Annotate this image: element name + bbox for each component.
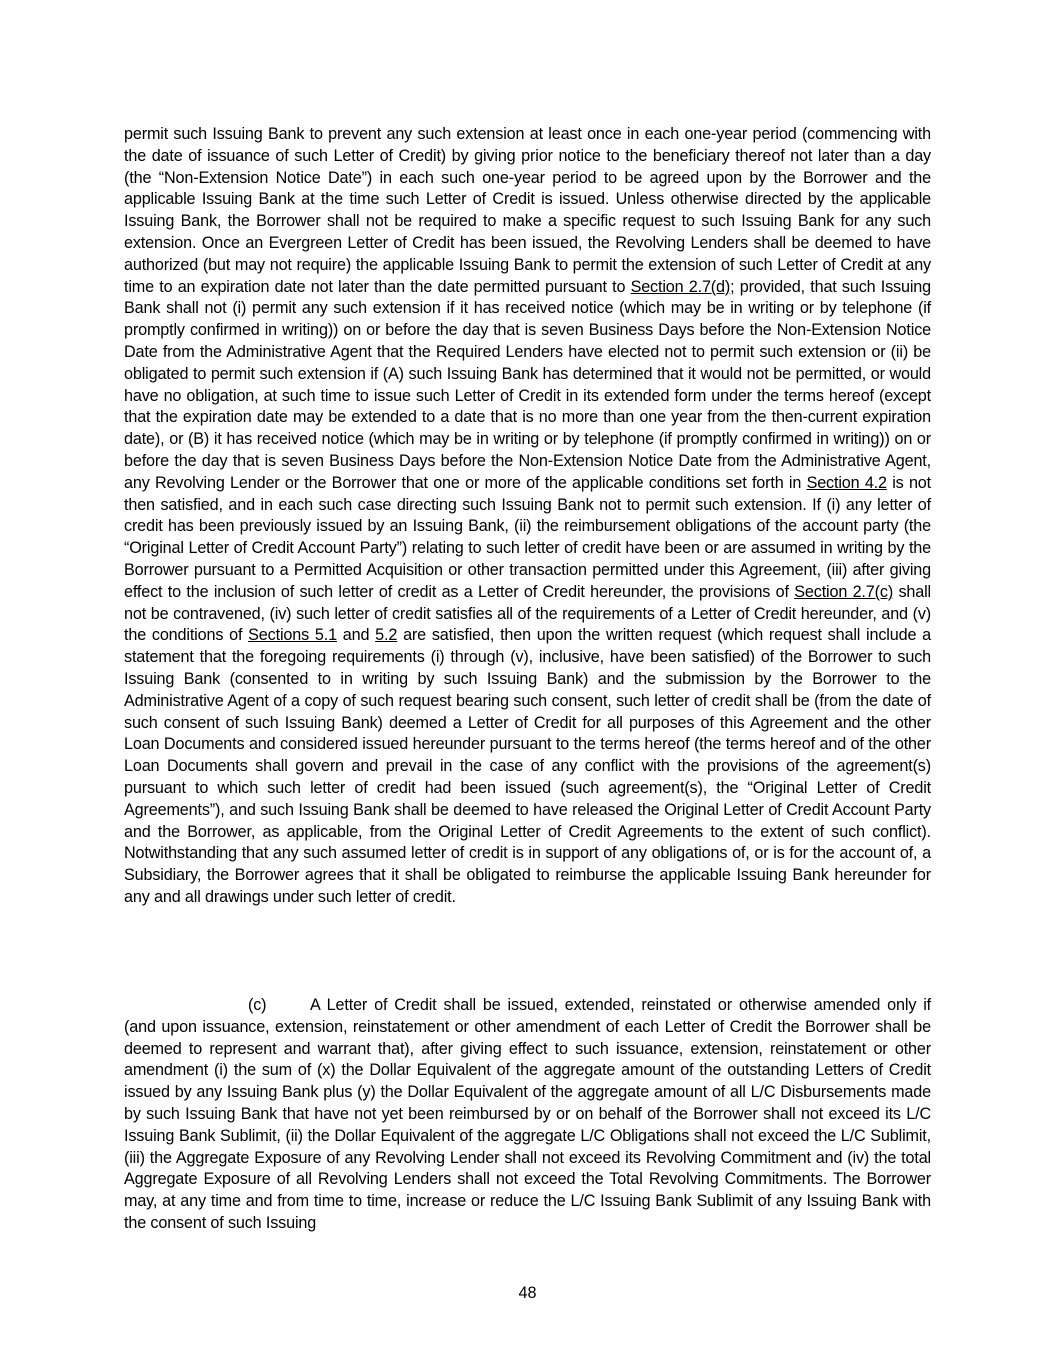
section-reference-4-2: Section 4.2 — [806, 473, 887, 492]
section-reference-5-2: 5.2 — [375, 626, 398, 645]
text-segment: is not then satisfied, and in each such case directing such Issuing Bank not to permit such extension. If (i) any letter of credit has been previously issued by an Issuing Bank, (ii) the reimbursement obligations of the account party (the “Original Letter of Credit Account Party”) relating to such letter of credit have been or are assumed in writing by the Borrower pursuant to a Permitted Acquisition or other transaction permitted under this Agreement, (iii) after giving effect to the inclusion of such letter of credit as a Letter of Credit hereunder, the provisions of — [124, 473, 931, 601]
clause-label: (c) — [248, 996, 267, 1014]
section-reference-2-7-d: Section 2.7(d) — [630, 277, 731, 296]
page-number: 48 — [518, 1284, 537, 1302]
text-segment: shall not be contravened, (iv) such letter of credit satisfies all of the requirements of a Letter of Credit hereunder, and (v) the conditions of — [124, 582, 931, 645]
text-segment: ; provided, that such Issuing Bank shall not (i) permit any such extension if it has received notice (which may be in writing or by telephone (if promptly confirmed in writing)) on or before the day that is seven Business Days before the Non-Extension Notice Date from the Administrative Agent that the Required Lenders have elected not to permit such extension or (ii) be obligated to permit such extension if (A) such Issuing Bank has determined that it would not be permitted, or would have no obligation, at such time to issue such Letter of Credit in its extended form under the terms hereof (except that the expiration date may be extended to a date that is no more than one year from the then-current expiration date), or (B) it has received notice (which may be in writing or by telephone (if promptly confirmed in writing)) on or before the day that is seven Business Days before the Non-Extension Notice Date from the Administrative Agent, any Revolving Lender or the Borrower that one or more of the applicable conditions set forth in — [124, 277, 931, 492]
text-segment: permit such Issuing Bank to prevent any such extension at least once in each one-year period (commencing with the date of issuance of such Letter of Credit) by giving prior notice to the beneficiary thereof not later than a day (the “Non-Extension Notice Date”) in each such one-year period to be agreed upon by the Borrower and the applicable Issuing Bank at the time such Letter of Credit is issued. Unless otherwise directed by the applicable Issuing Bank, the Borrower shall not be required to make a specific request to such Issuing Bank for any such extension. Once an Evergreen Letter of Credit has been issued, the Revolving Lenders shall be deemed to have authorized (but may not require) the applicable Issuing Bank to permit the extension of such Letter of Credit at any time to an expiration date not later than the date permitted pursuant to — [124, 125, 931, 296]
clause-text: A Letter of Credit shall be issued, extended, reinstated or otherwise amended only if (and upon issuance, extension, reinstatement or other amendment of each Letter of Credit the Borrower shall be deemed to represent and warrant that), after giving effect to such issuance, extension, reinstatement or other amendment (i) the sum of (x) the Dollar Equivalent of the aggregate amount of the outstanding Letters of Credit issued by any Issuing Bank plus (y) the Dollar Equivalent of the aggregate amount of all L/C Disbursements made by such Issuing Bank that have not yet been reimbursed by or on behalf of the Borrower shall not exceed its L/C Issuing Bank Sublimit, (ii) the Dollar Equivalent of the aggregate L/C Obligations shall not exceed the L/C Sublimit, (iii) the Aggregate Exposure of any Revolving Lender shall not exceed its Revolving Commitment and (iv) the total Aggregate Exposure of all Revolving Lenders shall not exceed the Total Revolving Commitments. The Borrower may, at any time and from time to time, increase or reduce the L/C Issuing Bank Sublimit of any Issuing Bank with the consent of such Issuing — [124, 996, 931, 1232]
paragraph-c-letter-of-credit-limits — [124, 995, 931, 1235]
section-reference-2-7-c: Section 2.7(c) — [794, 582, 894, 601]
paragraph-evergreen-letters-of-credit — [124, 124, 931, 909]
section-reference-5-1: Sections 5.1 — [248, 626, 337, 645]
text-segment: and — [336, 626, 376, 645]
text-segment: are satisfied, then upon the written request (which request shall include a statement that the foregoing requirements (i) through (v), inclusive, have been satisfied) of the Borrower to such Issuing Bank (consented to in writing by such Issuing Bank) and the submission by the Borrower to the Administrative Agent of a copy of such request bearing such consent, such letter of credit shall be (from the date of such consent of such Issuing Bank) deemed a Letter of Credit for all purposes of this Agreement and the other Loan Documents and considered issued hereunder pursuant to the terms hereof (the terms hereof and of the other Loan Documents shall govern and prevail in the case of any conflict with the provisions of the agreement(s) pursuant to which such letter of credit had been issued (such agreement(s), the “Original Letter of Credit Agreements”), and such Issuing Bank shall be deemed to have released the Original Letter of Credit Account Party and the Borrower, as applicable, from the Original Letter of Credit Agreements to the extent of such conflict). Notwithstanding that any such assumed letter of credit is in support of any obligations of, or is for the account of, a Subsidiary, the Borrower agrees that it shall be obligated to reimburse the applicable Issuing Bank hereunder for any and all drawings under such letter of credit. — [124, 626, 931, 906]
